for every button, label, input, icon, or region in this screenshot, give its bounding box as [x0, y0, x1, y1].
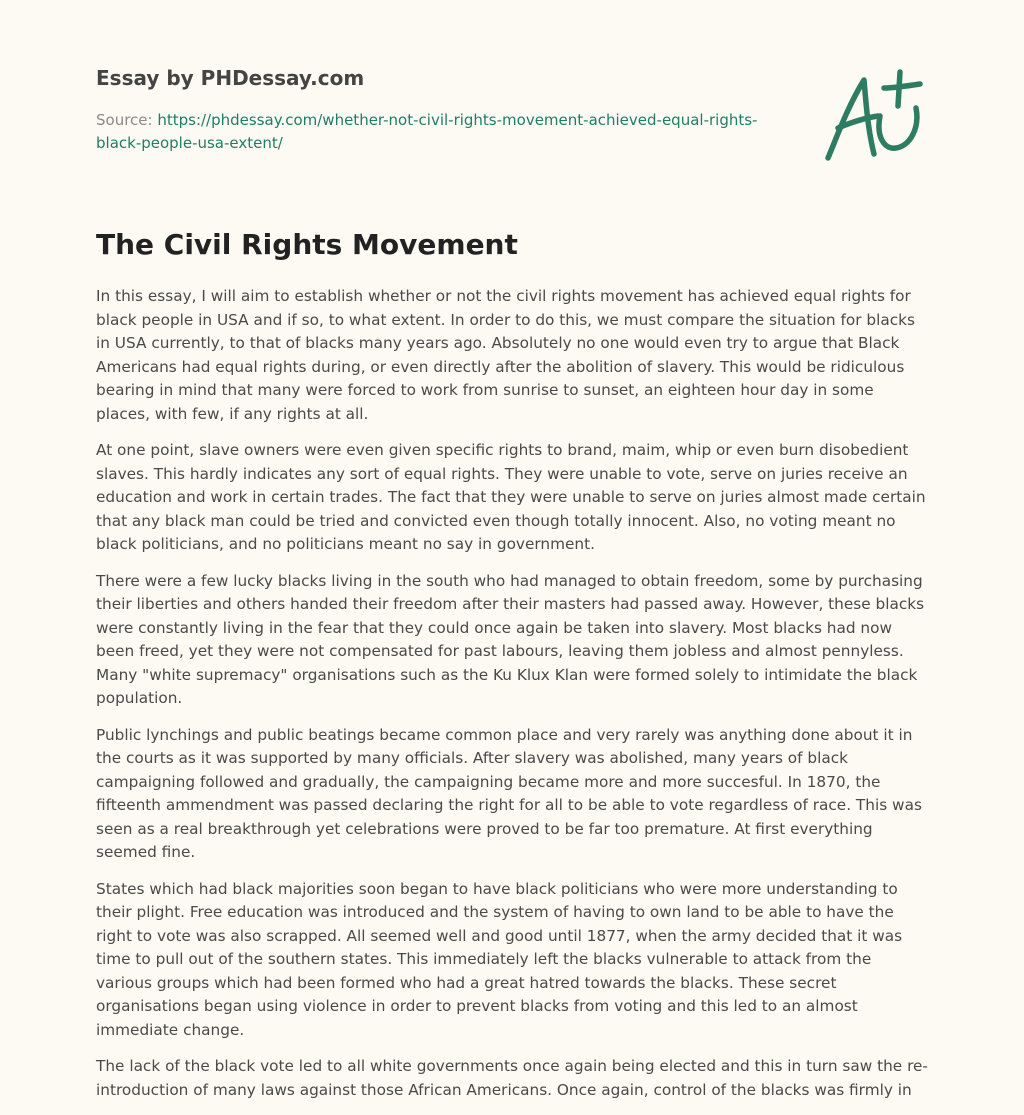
source-line: [96, 109, 796, 155]
essay-body: [96, 285, 930, 1115]
site-title: Essay by PHDessay.com: [96, 66, 365, 90]
source-label: Source:: [96, 111, 158, 129]
essay-paragraph: The lack of the black vote led to all white governments once again being elected and this in turn saw the re-introduction of many laws against those African Americans. Once again, control of the blacks was firmly in: [96, 1057, 928, 1099]
essay-paragraph: In this essay, I will aim to establish whether or not the civil rights movement has achieved equal rights for black people in USA and if so, to what extent. In order to do this, we must compare the situation for blacks in USA currently, to that of blacks many years ago. Absolutely no one would even try to argue that Black Americans had equal rights during, or even directly after the abolition of slavery. This would be ridiculous bearing in mind that many were forced to work from sunrise to sunset, an eighteen hour day in some places, with few, if any rights at all.: [96, 287, 915, 423]
essay-title: The Civil Rights Movement: [96, 228, 518, 261]
a-plus-grade-icon: [818, 66, 930, 166]
essay-paragraph: At one point, slave owners were even given specific rights to brand, maim, whip or even burn disobedient slaves. This hardly indicates any sort of equal rights. They were unable to vote, serve on juries receive an education and work in certain trades. The fact that they were unable to serve on juries almost made certain that any black man could be tried and convicted even though totally innocent. Also, no voting meant no black politicians, and no politicians meant no say in government.: [96, 441, 926, 553]
source-url-part-2: black-people-usa-extent/: [96, 134, 283, 152]
essay-paragraph: There were a few lucky blacks living in the south who had managed to obtain freedom, some by purchasing their liberties and others handed their freedom after their masters had passed away. However, these blacks were constantly living in the fear that they could once again be taken into slavery. Most blacks had now been freed, yet they were not compensated for past labours, leaving them jobless and almost pennyless. Many "white supremacy" organisations such as the Ku Klux Klan were formed solely to intimidate the black population.: [96, 571, 925, 707]
source-url-part-1: https://phdessay.com/whether-not-civil-rights-movement-achieved-equal-rights-: [157, 111, 758, 129]
essay-header: [96, 64, 796, 155]
essay-paragraph: States which had black majorities soon began to have black politicians who were more understanding to their plight. Free education was introduced and the system of having to own land to be able to have the right to vote was also scrapped. All seemed well and good until 1877, when the army decided that it was time to pull out of the southern states. This immediately left the blacks vulnerable to attack from the various groups which had been formed who had a great hatred towards the blacks. These secret organisations began using violence in order to prevent blacks from voting and this led to an almost immediate change.: [96, 879, 903, 1039]
source-link[interactable]: [96, 111, 757, 152]
essay-paragraph: Public lynchings and public beatings became common place and very rarely was anything done about it in the courts as it was supported by many officials. After slavery was abolished, many years of black campaigning followed and gradually, the campaigning became more and more succesful. In 1870, the fifteenth ammendment was passed declaring the right for all to be able to vote regardless of race. This was seen as a real breakthrough yet celebrations were proved to be far too premature. At first everything seemed fine.: [96, 725, 922, 861]
